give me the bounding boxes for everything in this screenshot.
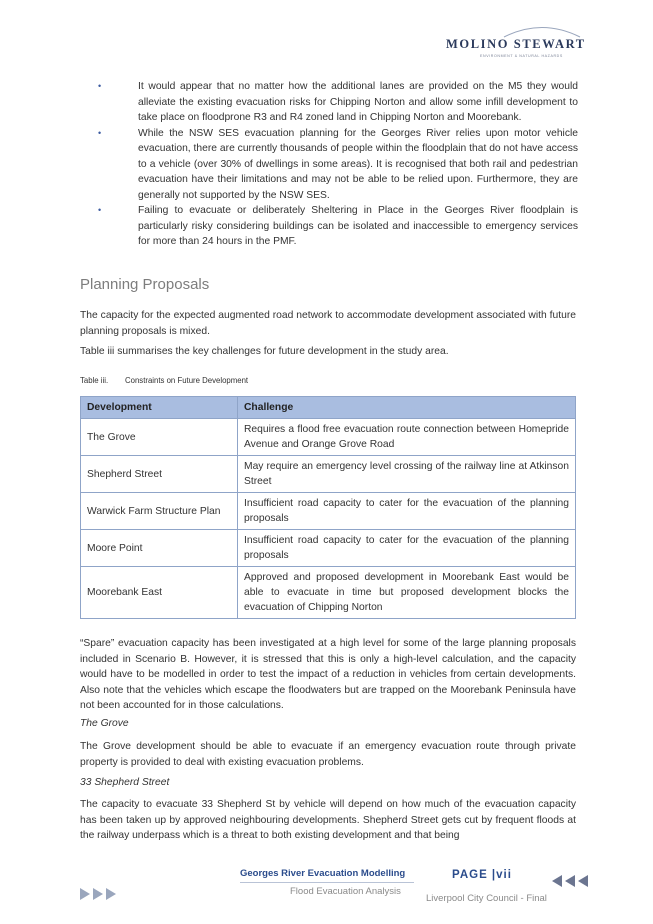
bullet-list bbox=[98, 79, 578, 250]
shepherd-paragraph: The capacity to evacuate 33 Shepherd St by vehicle will depend on how much of the evacuation capacity has been taken up by approved neighbouring developments. Shepherd Street gets cut by frequent floods at the railway underpass which is a threat to both existing development and that being bbox=[80, 799, 576, 841]
molino-stewart-logo bbox=[440, 24, 630, 64]
logo-name: MOLINO STEWART bbox=[446, 37, 586, 51]
header-challenge: Challenge bbox=[238, 397, 576, 419]
constraints-table bbox=[80, 396, 576, 619]
table-row bbox=[81, 456, 576, 493]
bullet-text: It would appear that no matter how the additional lanes are provided on the M5 they would alleviate the existing evacuation risks for Chipping Norton and allow some infill development to take place on floodprone R3 and R4 zoned land in Chipping Norton and Moorebank. bbox=[138, 81, 578, 123]
bullet-item bbox=[98, 79, 578, 126]
bullet-item bbox=[98, 203, 578, 250]
section-title: Planning Proposals bbox=[80, 276, 210, 293]
footer-title: Georges River Evacuation Modelling bbox=[240, 868, 406, 879]
bullet-text: Failing to evacuate or deliberately Sheltering in Place in the Georges River floodplain is particularly risky considering buildings can be isolated and inaccessible to emergency services for more than 24 hours in the PMF. bbox=[138, 205, 578, 247]
cell-development: Shepherd Street bbox=[81, 456, 238, 493]
cell-challenge: Insufficient road capacity to cater for the evacuation of the planning proposals bbox=[238, 493, 576, 530]
cell-development: Moore Point bbox=[81, 530, 238, 567]
table-row bbox=[81, 567, 576, 619]
logo-tagline: ENVIRONMENT & NATURAL HAZARDS bbox=[480, 54, 563, 58]
logo-arc-icon bbox=[502, 24, 582, 38]
bullet-text: While the NSW SES evacuation planning for the Georges River relies upon motor vehicle evacuation, there are currently thousands of people within the floodplain that do not have access to a vehicle (over 30% of dwellings in some areas). It is recognised that both rail and pedestrian evacuation have their limitations and may not be able to be relied upon. Furthermore, they are generally not supported by the NSW SES. bbox=[138, 127, 578, 201]
grove-paragraph: The Grove development should be able to evacuate if an emergency evacuation route through private property is provided to deal with existing evacuation problems. bbox=[80, 741, 576, 768]
table-row bbox=[81, 493, 576, 530]
footer-client: Liverpool City Council - Final bbox=[426, 893, 547, 904]
footer-divider bbox=[240, 882, 414, 883]
cell-challenge: May require an emergency level crossing of the railway line at Atkinson Street bbox=[238, 456, 576, 493]
cell-challenge: Insufficient road capacity to cater for the evacuation of the planning proposals bbox=[238, 530, 576, 567]
shepherd-subheading: 33 Shepherd Street bbox=[80, 777, 170, 788]
cell-challenge: Approved and proposed development in Moorebank East would be able to evacuate in time but proposed development blocks the evacuation of Chipping Norton bbox=[238, 567, 576, 619]
table-caption-number: Table iii. bbox=[80, 376, 109, 385]
arrows-right-icon bbox=[80, 887, 122, 901]
spare-capacity-paragraph: “Spare” evacuation capacity has been investigated at a high level for some of the large planning proposals included in Scenario B. However, it is stressed that this is only a high-level calculation, and the capacity would have to be modelled in order to test the impact of a reduction in vehicles from certain developments. Also note that the vehicles which escape the floodwaters but are trapped on the Moorebank Peninsula have not been accounted for in those calculations. bbox=[80, 638, 576, 711]
cell-development: The Grove bbox=[81, 419, 238, 456]
arrows-left-icon bbox=[552, 874, 594, 888]
table-caption bbox=[80, 376, 248, 385]
bullet-dot-icon: • bbox=[98, 81, 102, 91]
table-caption-title: Constraints on Future Development bbox=[125, 376, 249, 385]
intro-paragraph: The capacity for the expected augmented road network to accommodate development associated with future planning proposals is mixed. bbox=[80, 310, 576, 337]
table-header-row bbox=[81, 397, 576, 419]
header-development: Development bbox=[81, 397, 238, 419]
bullet-item bbox=[98, 126, 578, 204]
table-row bbox=[81, 530, 576, 567]
table-intro-paragraph: Table iii summarises the key challenges for future development in the study area. bbox=[80, 346, 449, 357]
cell-development: Warwick Farm Structure Plan bbox=[81, 493, 238, 530]
bullet-dot-icon: • bbox=[98, 205, 102, 215]
cell-challenge: Requires a flood free evacuation route connection between Homepride Avenue and Orange Grove Road bbox=[238, 419, 576, 456]
footer-subtitle: Flood Evacuation Analysis bbox=[290, 886, 401, 897]
bullet-dot-icon: • bbox=[98, 127, 102, 138]
grove-subheading: The Grove bbox=[80, 718, 129, 729]
cell-development: Moorebank East bbox=[81, 567, 238, 619]
page-number: PAGE |vii bbox=[452, 869, 512, 881]
table-row bbox=[81, 419, 576, 456]
